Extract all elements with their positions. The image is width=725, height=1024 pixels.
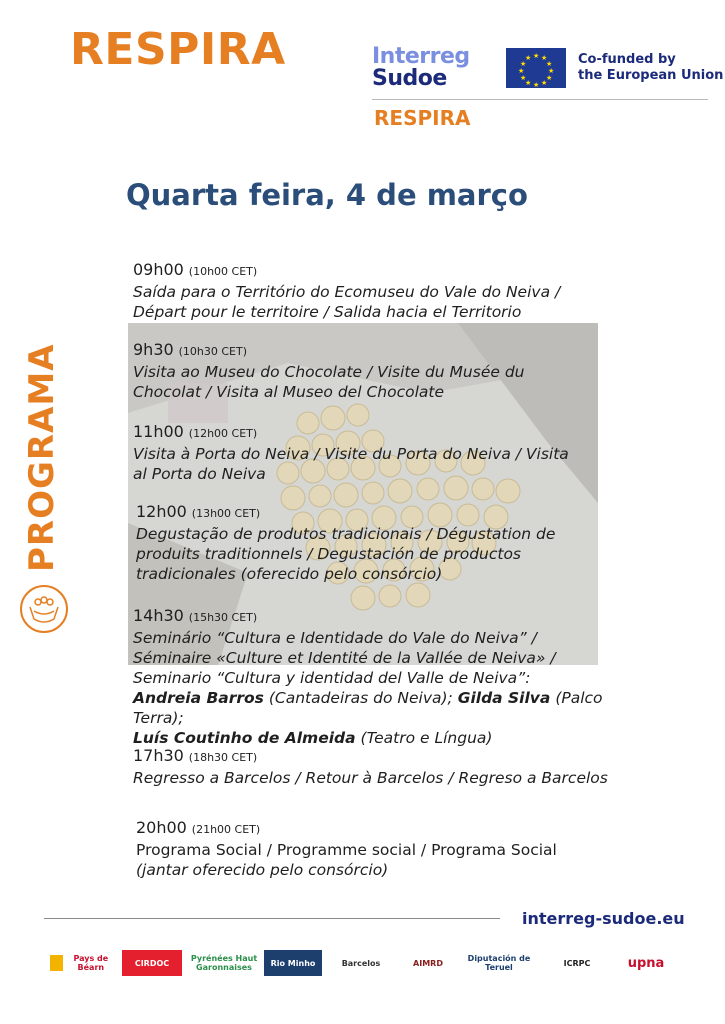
item-cet: (21h00 CET) (191, 823, 261, 836)
item-description: Seminário “Cultura e Identidade do Vale do Neiva” / Séminaire «Culture et Identité de la Vallée de Neiva» / Seminario “Cultura y identidad del Valle de Neiva”: (133, 629, 556, 687)
barcelos-logo (328, 950, 394, 976)
item-description: Degustação de produtos tradicionais / Dégustation de produits traditionnels / Degustación de productos tradicionales (oferecido pelo consórcio) (136, 525, 556, 583)
schedule-item (136, 818, 676, 880)
speaker-org: (Cantadeiras do Neiva); (268, 689, 453, 707)
sudoe-logo-text: Sudoe (372, 66, 447, 91)
community-hands-icon (20, 585, 68, 633)
pyrenees-haut-garonnaises-logo (188, 950, 260, 976)
pays-de-bearn-logo (50, 950, 116, 976)
item-note: (jantar oferecido pelo consórcio) (136, 861, 389, 879)
item-time: 11h00 (133, 422, 184, 441)
speaker-name: Luís Coutinho de Almeida (133, 729, 356, 747)
page-title: RESPIRA (70, 24, 286, 75)
item-time: 9h30 (133, 340, 174, 359)
item-cet: (18h30 CET) (188, 751, 258, 764)
programa-side-label: PROGRAMA (22, 343, 62, 572)
speakers-line-1 (133, 688, 653, 728)
item-description: Visita à Porta do Neiva / Visite du Porta do Neiva / Visita al Porta do Neiva (133, 445, 569, 483)
header-divider (372, 99, 708, 100)
item-cet: (10h30 CET) (178, 345, 248, 358)
item-time: 12h00 (136, 502, 187, 521)
item-time: 20h00 (136, 818, 187, 837)
schedule-item (133, 260, 633, 322)
logo-label: AIMRD (413, 958, 443, 968)
speaker-org: (Teatro e Língua) (360, 729, 493, 747)
logo-label: Rio Minho (270, 958, 316, 968)
item-cet: (13h00 CET) (191, 507, 261, 520)
item-description: Programa Social / Programme social / Programa Social (136, 841, 557, 859)
schedule-item (133, 422, 633, 484)
schedule-item (133, 606, 653, 748)
speaker-name: Andreia Barros (133, 689, 264, 707)
logo-label: CIRDOC (134, 958, 170, 968)
item-cet: (15h30 CET) (188, 611, 258, 624)
upna-logo (618, 950, 674, 976)
logo-label: upna (627, 955, 665, 971)
rio-minho-logo (264, 950, 322, 976)
schedule-item (136, 502, 636, 584)
eu-flag-icon: ★ ★ ★ ★ ★ ★ ★ ★ ★ ★ ★ ★ (506, 48, 566, 88)
interreg-logo-text: Interreg (372, 44, 470, 69)
icrpc-logo (542, 950, 612, 976)
website-link[interactable]: interreg-sudoe.eu (522, 909, 685, 928)
aimrd-logo (400, 950, 456, 976)
item-cet: (10h00 CET) (188, 265, 258, 278)
item-description: Regresso a Barcelos / Retour à Barcelos / Regreso a Barcelos (133, 769, 608, 787)
cirdoc-logo (122, 950, 182, 976)
item-time: 14h30 (133, 606, 184, 625)
item-cet: (12h00 CET) (188, 427, 258, 440)
cofunded-label (578, 52, 723, 84)
logo-label: Pays de Béarn (73, 954, 109, 972)
item-description: Visita ao Museu do Chocolate / Visite du Musée du Chocolat / Visita al Museo del Chocolate (133, 363, 525, 401)
item-time: 17h30 (133, 746, 184, 765)
diputacion-de-teruel-logo (462, 950, 536, 976)
logo-label: Diputación de Teruel (467, 954, 531, 972)
interreg-sudoe-logo (372, 46, 470, 90)
item-description: Saída para o Território do Ecomuseu do Vale do Neiva / Départ pour le territoire / Salida hacia el Territorio (133, 283, 561, 321)
day-heading: Quarta feira, 4 de março (126, 178, 528, 212)
speaker-name: Gilda Silva (457, 689, 551, 707)
speakers-line-2 (133, 728, 653, 748)
logo-label: ICRPC (563, 958, 591, 968)
logo-label: Barcelos (341, 958, 381, 968)
schedule-item (133, 746, 673, 788)
schedule-item (133, 340, 633, 402)
project-name: RESPIRA (374, 106, 471, 130)
speaker-org: (Palco Terra); (133, 689, 603, 727)
item-time: 09h00 (133, 260, 184, 279)
logo-label: Pyrénées Haut Garonnaises (190, 954, 258, 972)
cofunded-line-1: Co-funded by (578, 52, 676, 67)
footer-divider (44, 918, 500, 919)
cofunded-line-2: the European Union (578, 68, 724, 83)
